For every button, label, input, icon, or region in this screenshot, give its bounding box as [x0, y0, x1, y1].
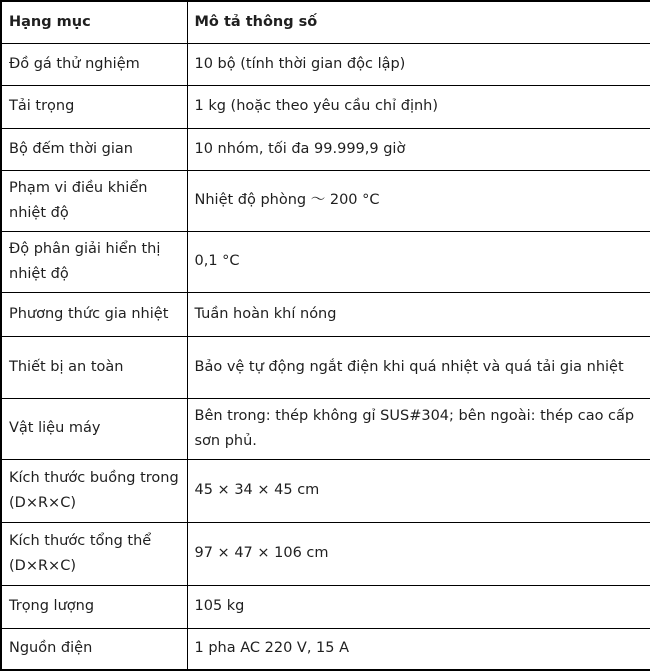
table-row	[1, 336, 650, 398]
table-row	[1, 231, 650, 292]
table-row	[1, 128, 650, 170]
header-row	[1, 1, 650, 43]
table-row	[1, 522, 650, 585]
table-row	[1, 628, 650, 670]
table-row	[1, 585, 650, 628]
table-row	[1, 292, 650, 336]
item-cell: Vật liệu máy	[1, 398, 187, 459]
item-cell: Phương thức gia nhiệt	[1, 292, 187, 336]
description-cell: 105 kg	[187, 585, 650, 628]
description-cell: 97 × 47 × 106 cm	[187, 522, 650, 585]
table-row	[1, 170, 650, 231]
description-cell: Tuần hoàn khí nóng	[187, 292, 650, 336]
table-row	[1, 398, 650, 459]
item-cell: Thiết bị an toàn	[1, 336, 187, 398]
description-cell: 10 nhóm, tối đa 99.999,9 giờ	[187, 128, 650, 170]
item-cell: Độ phân giải hiển thị nhiệt độ	[1, 231, 187, 292]
description-cell: Bên trong: thép không gỉ SUS#304; bên ngoài: thép cao cấp sơn phủ.	[187, 398, 650, 459]
description-cell: 45 × 34 × 45 cm	[187, 459, 650, 522]
item-cell: Kích thước tổng thể (D×R×C)	[1, 522, 187, 585]
item-cell: Phạm vi điều khiển nhiệt độ	[1, 170, 187, 231]
item-cell: Tải trọng	[1, 85, 187, 128]
description-cell: 10 bộ (tính thời gian độc lập)	[187, 43, 650, 85]
description-cell: Nhiệt độ phòng ～ 200 °C	[187, 170, 650, 231]
item-cell: Kích thước buồng trong (D×R×C)	[1, 459, 187, 522]
description-cell: 1 kg (hoặc theo yêu cầu chỉ định)	[187, 85, 650, 128]
header-item: Hạng mục	[1, 1, 187, 43]
item-cell: Nguồn điện	[1, 628, 187, 670]
item-cell: Trọng lượng	[1, 585, 187, 628]
item-cell: Bộ đếm thời gian	[1, 128, 187, 170]
table-row	[1, 459, 650, 522]
item-cell: Đồ gá thử nghiệm	[1, 43, 187, 85]
description-cell: Bảo vệ tự động ngắt điện khi quá nhiệt và quá tải gia nhiệt	[187, 336, 650, 398]
description-cell: 0,1 °C	[187, 231, 650, 292]
table-row	[1, 85, 650, 128]
table-row	[1, 43, 650, 85]
description-cell: 1 pha AC 220 V, 15 A	[187, 628, 650, 670]
header-description: Mô tả thông số	[187, 1, 650, 43]
